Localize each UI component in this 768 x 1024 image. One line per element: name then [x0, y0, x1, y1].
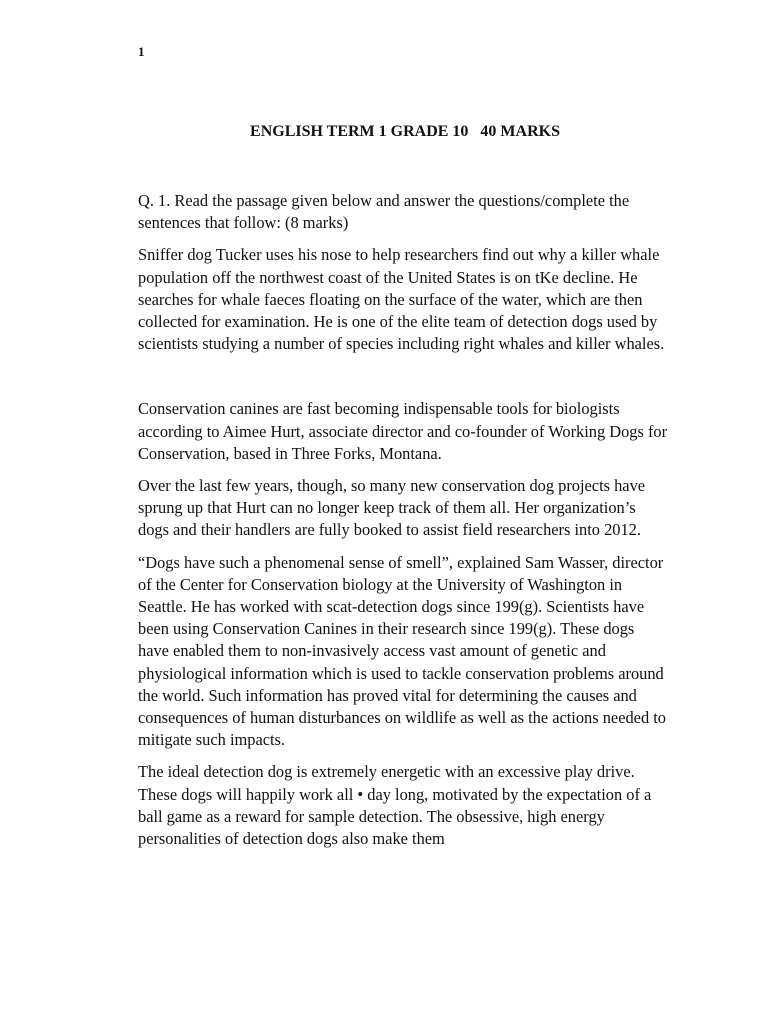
exam-heading: ENGLISH TERM 1 GRADE 10 40 MARKS [250, 123, 560, 140]
passage-paragraph-3: Over the last few years, though, so many new conservation dog projects have sprung up that Hurt can no longer keep track of them all. Her organization’s dogs and their handlers are fully booked to assist field researchers into 2012. [138, 476, 646, 540]
question-instruction: Q. 1. Read the passage given below and answer the questions/complete the sentences that follow: (8 marks) [138, 191, 630, 233]
passage-paragraph-4: “Dogs have such a phenomenal sense of smell”, explained Sam Wasser, director of the Center for Conservation biology at the University of Washington in Seattle. He has worked with scat-detection dogs since 199(g). Scientists have been using Conservation Canines in their research since 199(g). These dogs have enabled them to non-invasively access vast amount of genetic and physiological information which is used to tackle conservation problems around the world. Such information has proved vital for determining the causes and consequences of human disturbances on wildlife as well as the actions needed to mitigate such impacts. [138, 552, 666, 750]
passage-paragraph-5: The ideal detection dog is extremely energetic with an excessive play drive. These dogs will happily work all • day long, motivated by the expectation of a ball game as a reward for sample detection. The obsessive, high energy personalities of detection dogs also make them [138, 762, 652, 849]
page-number: 1 [138, 44, 145, 59]
document-body [138, 190, 668, 860]
passage-paragraph-1: Sniffer dog Tucker uses his nose to help researchers find out why a killer whale population off the northwest coast of the United States is on tKe decline. He searches for whale faeces floating on the surface of the water, which are then collected for examination. He is one of the elite team of detection dogs used by scientists studying a number of species including right whales and killer whales. [138, 245, 665, 354]
passage-paragraph-2: Conservation canines are fast becoming indispensable tools for biologists according to Aimee Hurt, associate director and co-founder of Working Dogs for Conservation, based in Three Forks, Montana. [138, 399, 668, 463]
